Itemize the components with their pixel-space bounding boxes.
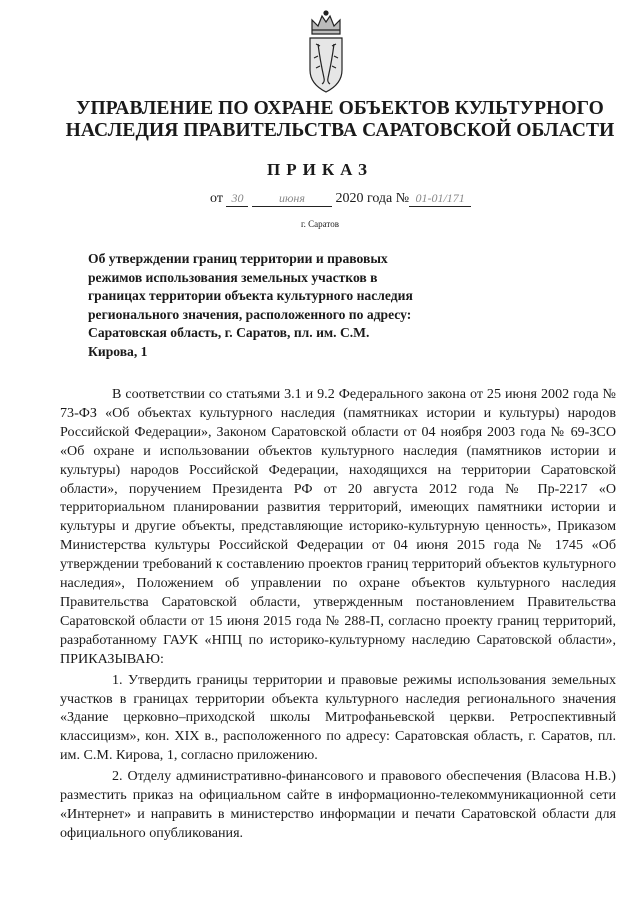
order-item-1: 1. Утвердить границы территории и правовые режимы использования земельных участков в границах территории объекта культурного наследия регионального значения «Здание церковно–приходской школы Митрофаньевской церкви. Ретроспективный классицизм», кон. XIX в., расположенного по адресу: Саратовская область, г. Саратов, пл. им. С.М. Кирова, 1, согласно приложению. bbox=[60, 671, 616, 764]
date-day-handwritten: 30 bbox=[226, 191, 248, 207]
preamble-paragraph: В соответствии со статьями 3.1 и 9.2 Федерального закона от 25 июня 2002 года № 73-ФЗ «Об объектах культурного наследия (памятниках истории и культуры) народов Российской Федерации», Законом Саратовской области от 04 ноября 2003 года № 69-ЗСО «Об охране и использовании объектов культурного наследия (памятников истории и культуры) народов Российской Федерации, находящихся на территории Саратовской области», поручением Президента РФ от 20 августа 2012 года № Пр-2217 «О территориальном планировании развития территорий, имеющих памятники истории и культуры и другие объекты, представляющие историко-культурную ценность», Приказом Министерства культуры Российской Федерации от 04 июня 2015 года № 1745 «Об утверждении требований к составлению проектов границ территорий объектов культурного наследия», Положением об управлении по охране объектов культурного наследия Правительства Саратовской области, утвержденным постановлением Правительства Саратовской области от 15 июня 2015 года № 288-П, согласно проекту границ территорий, разработанному ГАУК «НПЦ по историко-культурному наследию Саратовской области», ПРИКАЗЫВАЮ: bbox=[60, 386, 616, 667]
date-prefix: от bbox=[210, 191, 223, 206]
organization-title-line1: УПРАВЛЕНИЕ ПО ОХРАНЕ ОБЪЕКТОВ КУЛЬТУРНОГО bbox=[76, 98, 604, 119]
city: г. Саратов bbox=[301, 219, 339, 229]
organization-title-line2: НАСЛЕДИЯ ПРАВИТЕЛЬСТВА САРАТОВСКОЙ ОБЛАСТИ bbox=[65, 120, 615, 141]
document-subject: Об утверждении границ территории и правовых режимов использования земельных участков в границах территории объекта культурного наследия регионального значения, расположенного по адресу: Саратовская область, г. Саратов, пл. им. С.М. Кирова, 1 bbox=[88, 251, 413, 359]
document-type: ПРИКАЗ bbox=[267, 160, 373, 179]
organization-title bbox=[60, 98, 620, 142]
coat-of-arms-icon bbox=[298, 8, 354, 96]
date-year: 2020 года bbox=[335, 191, 393, 206]
date-month-handwritten: июня bbox=[252, 191, 332, 207]
document-body bbox=[60, 385, 616, 843]
number-sign: № bbox=[395, 191, 410, 206]
order-item-2: 2. Отделу административно-финансового и правового обеспечения (Власова Н.В.) разместить приказ на официальном сайте в информационно-телекоммуникационной сети «Интернет» и направить в министерство информации и печати Саратовской области для официального опубликования. bbox=[60, 768, 616, 841]
document-number-handwritten: 01-01/171 bbox=[409, 191, 471, 207]
date-number-line bbox=[210, 191, 471, 207]
